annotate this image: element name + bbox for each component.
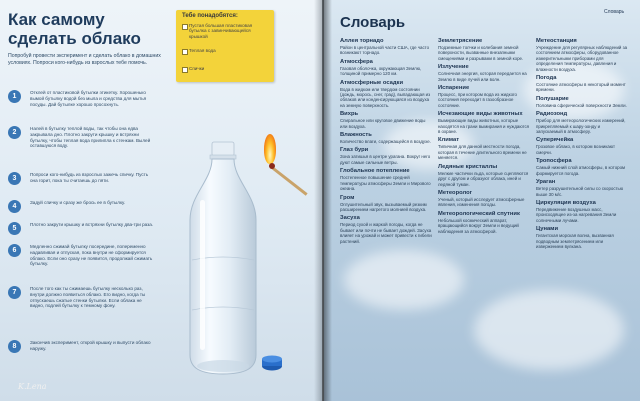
- glossary-entry: Метеоролог Ученый, который исследует атмосферные явления, изменения погоды.: [438, 189, 525, 208]
- step-number: 4: [8, 200, 21, 213]
- glossary-entry: Погода Состояние атмосферы в некоторый момент времени.: [536, 75, 626, 93]
- step-number: 6: [8, 244, 21, 257]
- glossary-entry: Вихрь Спиральное или круговое движение воды или воздуха.: [340, 111, 426, 129]
- glossary-entry: Ураган Ветер разрушительной силы со скоростью выше 30 м/с.: [536, 179, 624, 197]
- glossary-entry: Суперячейка Грозовое облако, в котором возникают смерчи.: [536, 137, 615, 155]
- glossary-entry: Цунами Гигантская морская волна, вызванная подводным землетрясением или извержением вулкана.: [536, 226, 614, 249]
- page-title: [8, 10, 168, 48]
- running-header: Словарь: [604, 9, 625, 15]
- glossary-title: Словарь: [340, 14, 406, 31]
- glossary-entry: Влажность Количество влаги, содержащейся в воздухе.: [340, 132, 431, 145]
- step-text: Закончив эксперимент, открой крышку и выпусти облако наружу.: [30, 340, 151, 351]
- watermark: K.Lena: [18, 382, 47, 391]
- glossary-entry: Засуха Период сухой и жаркой погоды, когда не бывает или почти не бывает дождей. Засуха влияет на урожай и может привести к гибели растений.: [340, 215, 432, 244]
- glossary-entry: Радиозонд Прибор для метеорологических измерений, прикрепляемый к шару-зонду и запускаемый в атмосферу.: [536, 111, 626, 135]
- glossary-entry: Глаз бури Зона затишья в центре урагана. Вокруг него дуют самые сильные ветры.: [340, 147, 431, 165]
- step-text: Медленно сжимай бутылку посередине, попеременно надавливая и отпуская, пока внутри не сформируется облако. Если оно сразу не появится, продолжай сжимать бутылку.: [30, 244, 153, 267]
- step-text: Задуй спичку и сразу же брось ее в бутылку.: [30, 200, 126, 205]
- materials-item: Спички: [182, 66, 268, 71]
- checkbox-icon: [182, 67, 188, 73]
- glossary-entry: Климат Типичная для данной местности погода, которая в течение длительного времени не меняется.: [438, 137, 527, 161]
- glossary-entry: Метеорологический спутник Небольшой космический аппарат, вращающийся вокруг Земли и ведущий наблюдения за атмосферой.: [438, 210, 520, 234]
- materials-item: Пустая большая пластиковая бутылка с завинчивающейся крышкой: [182, 23, 268, 39]
- match-stick: [271, 166, 308, 195]
- glossary-entry: Глобальное потепление Постепенное повышение средней температуры атмосферы Земли и Мирового океана.: [340, 168, 431, 192]
- materials-box: [176, 10, 274, 82]
- step-number: 1: [8, 90, 21, 103]
- book-gutter: [314, 0, 332, 401]
- step-text: Попроси кого-нибудь из взрослых зажечь спичку. Пусть она горит, пока ты считаешь до пяти.: [30, 172, 149, 183]
- glossary-entry: Тропосфера Самый нижний слой атмосферы, в котором формируется погода.: [536, 158, 626, 176]
- glossary-entry: Циркуляция воздуха Передвижение воздушных масс, происходящее из-за нагревания Земли солнечными лучами.: [536, 199, 617, 223]
- glossary-column-2: [438, 38, 530, 237]
- step-text: Налей в бутылку теплой воды, так чтобы она едва закрывала дно. Плотно закрути крышку и встряхни бутылку, чтобы теплая вода прилипла к стенкам. Вылей оставшуюся воду.: [30, 126, 151, 149]
- glossary-entry: Землетрясение Подземные толчки и колебания земной поверхности, вызванные внезапными смещениями и разрывами в земной коре.: [438, 38, 524, 61]
- glossary-entry: Аллея торнадо Район в центральной части США, где часто возникают торнадо.: [340, 38, 430, 56]
- checkbox-icon: [182, 24, 188, 30]
- step-number: 2: [8, 126, 21, 139]
- match-flame: [264, 134, 276, 164]
- step-text: Плотно закрути крышку и встряхни бутылку два-три раза.: [30, 222, 154, 227]
- step-text: Отклей от пластиковой бутылки этикетку. Хорошенько вымой бутылку водой без мыла и средства для мытья посуды. Дай бутылке хорошо просохнуть.: [30, 90, 147, 107]
- step-number: 7: [8, 286, 21, 299]
- glossary-column-3: [536, 38, 628, 252]
- glossary-entry: Испарение Процесс, при котором вода из жидкого состояния переходит в газообразное состояние.: [438, 85, 517, 108]
- glossary-entry: Атмосферные осадки Вода в жидком или твердом состоянии (дождь, морось, снег, град), выпадающая из облаков или конденсирующаяся из воздуха на земную поверхность.: [340, 79, 431, 108]
- glossary-column-1: [340, 38, 432, 247]
- checkbox-icon: [182, 49, 188, 55]
- bottle-cap-illustration: [261, 355, 283, 371]
- glossary-entry: Полушарие Половина сферической поверхности Земли.: [536, 95, 627, 108]
- materials-title: Тебе понадобятся:: [182, 13, 238, 19]
- glossary-entry: Излучение Солнечная энергия, которая передается на Землю в виде лучей или волн.: [438, 64, 527, 82]
- title-line-1: Как самому: [8, 10, 105, 29]
- glossary-entry: Атмосфера Газовая оболочка, окружающая Землю, толщиной примерно 120 км.: [340, 58, 422, 77]
- materials-item: Теплая вода: [182, 48, 268, 53]
- step-number: 8: [8, 340, 21, 353]
- title-line-2: сделать облако: [8, 29, 141, 48]
- glossary-entry: Ледяные кристаллы Мелкие частички льда, которые сцепляются друг с другом и образуют облака, иней и ледяной туман.: [438, 163, 529, 187]
- step-text: После того как ты сжимаешь бутылку несколько раз, внутри должно появиться облако. Его видно, когда ты отпускаешь сжатые стенки бутылки. Если облака не видно, подлей бутылку к темному фону.: [30, 286, 146, 309]
- glossary-entry: Метеостанция Учреждение для регулярных наблюдений за состоянием атмосферы, оборудованное измерительными приборами для определения температуры, давления и влажности воздуха.: [536, 38, 628, 72]
- plastic-bottle-illustration: [186, 140, 260, 376]
- glossary-entry: Исчезающие виды животных Вымирающие виды животных, которые находятся на грани вымирания и нуждаются в охране.: [438, 111, 530, 135]
- step-number: 5: [8, 222, 21, 235]
- glossary-entry: Гром Оглушительный звук, вызываемый резким расширением нагретого молнией воздуха.: [340, 194, 427, 212]
- step-number: 3: [8, 172, 21, 185]
- intro-text: Попробуй провести эксперимент и сделать облако в домашних условиях. Попроси кого-нибудь из взрослых тебе помочь.: [8, 53, 161, 66]
- match-head: [269, 163, 275, 169]
